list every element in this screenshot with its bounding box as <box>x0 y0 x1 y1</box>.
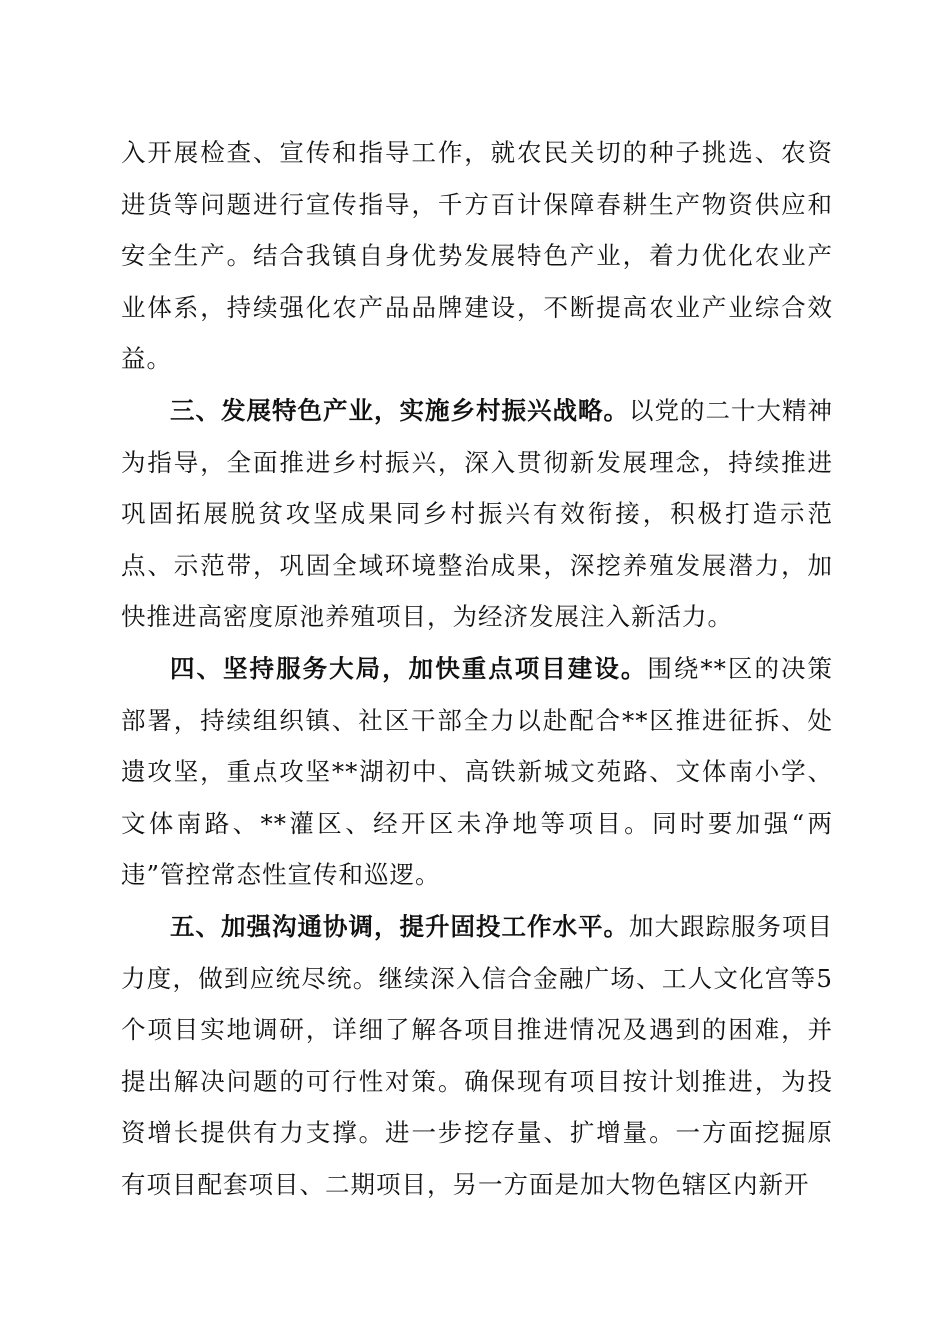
paragraph-section-3 <box>121 385 833 643</box>
section-heading: 五、加强沟通协调，提升固投工作水平。 <box>170 912 629 941</box>
paragraph-section-4 <box>121 643 833 901</box>
paragraph-body: 入开展检查、宣传和指导工作，就农民关切的种子挑选、农资进货等问题进行宣传指导，千方百计保障春耕生产物资供应和安全生产。结合我镇自身优势发展特色产业，着力优化农业产业体系，持续强化农产品品牌建设，不断提高农业产业综合效益。 <box>121 138 833 374</box>
paragraph-body: 加大跟踪服务项目力度，做到应统尽统。继续深入信合金融广场、工人文化宫等5个项目实地调研，详细了解各项目推进情况及遇到的困难，并提出解决问题的可行性对策。确保现有项目按计划推进，为投资增长提供有力支撑。进一步挖存量、扩增量。一方面挖掘原有项目配套项目、二期项目，另一方面是加大物色辖区内新开 <box>121 912 833 1199</box>
section-heading: 三、发展特色产业，实施乡村振兴战略。 <box>170 396 629 425</box>
paragraph-continued <box>121 127 833 385</box>
section-heading: 四、坚持服务大局，加快重点项目建设。 <box>170 654 648 683</box>
paragraph-body: 以党的二十大精神为指导，全面推进乡村振兴，深入贯彻新发展理念，持续推进巩固拓展脱贫攻坚成果同乡村振兴有效衔接，积极打造示范点、示范带，巩固全域环境整治成果，深挖养殖发展潜力，加快推进高密度原池养殖项目，为经济发展注入新活力。 <box>121 396 833 632</box>
paragraph-body: 围绕**区的决策部署，持续组织镇、社区干部全力以赴配合**区推进征拆、处遗攻坚，重点攻坚**湖初中、高铁新城文苑路、文体南小学、文体南路、**灌区、经开区未净地等项目。同时要加强“两违”管控常态性宣传和巡逻。 <box>121 654 833 890</box>
paragraph-section-5 <box>121 901 833 1211</box>
